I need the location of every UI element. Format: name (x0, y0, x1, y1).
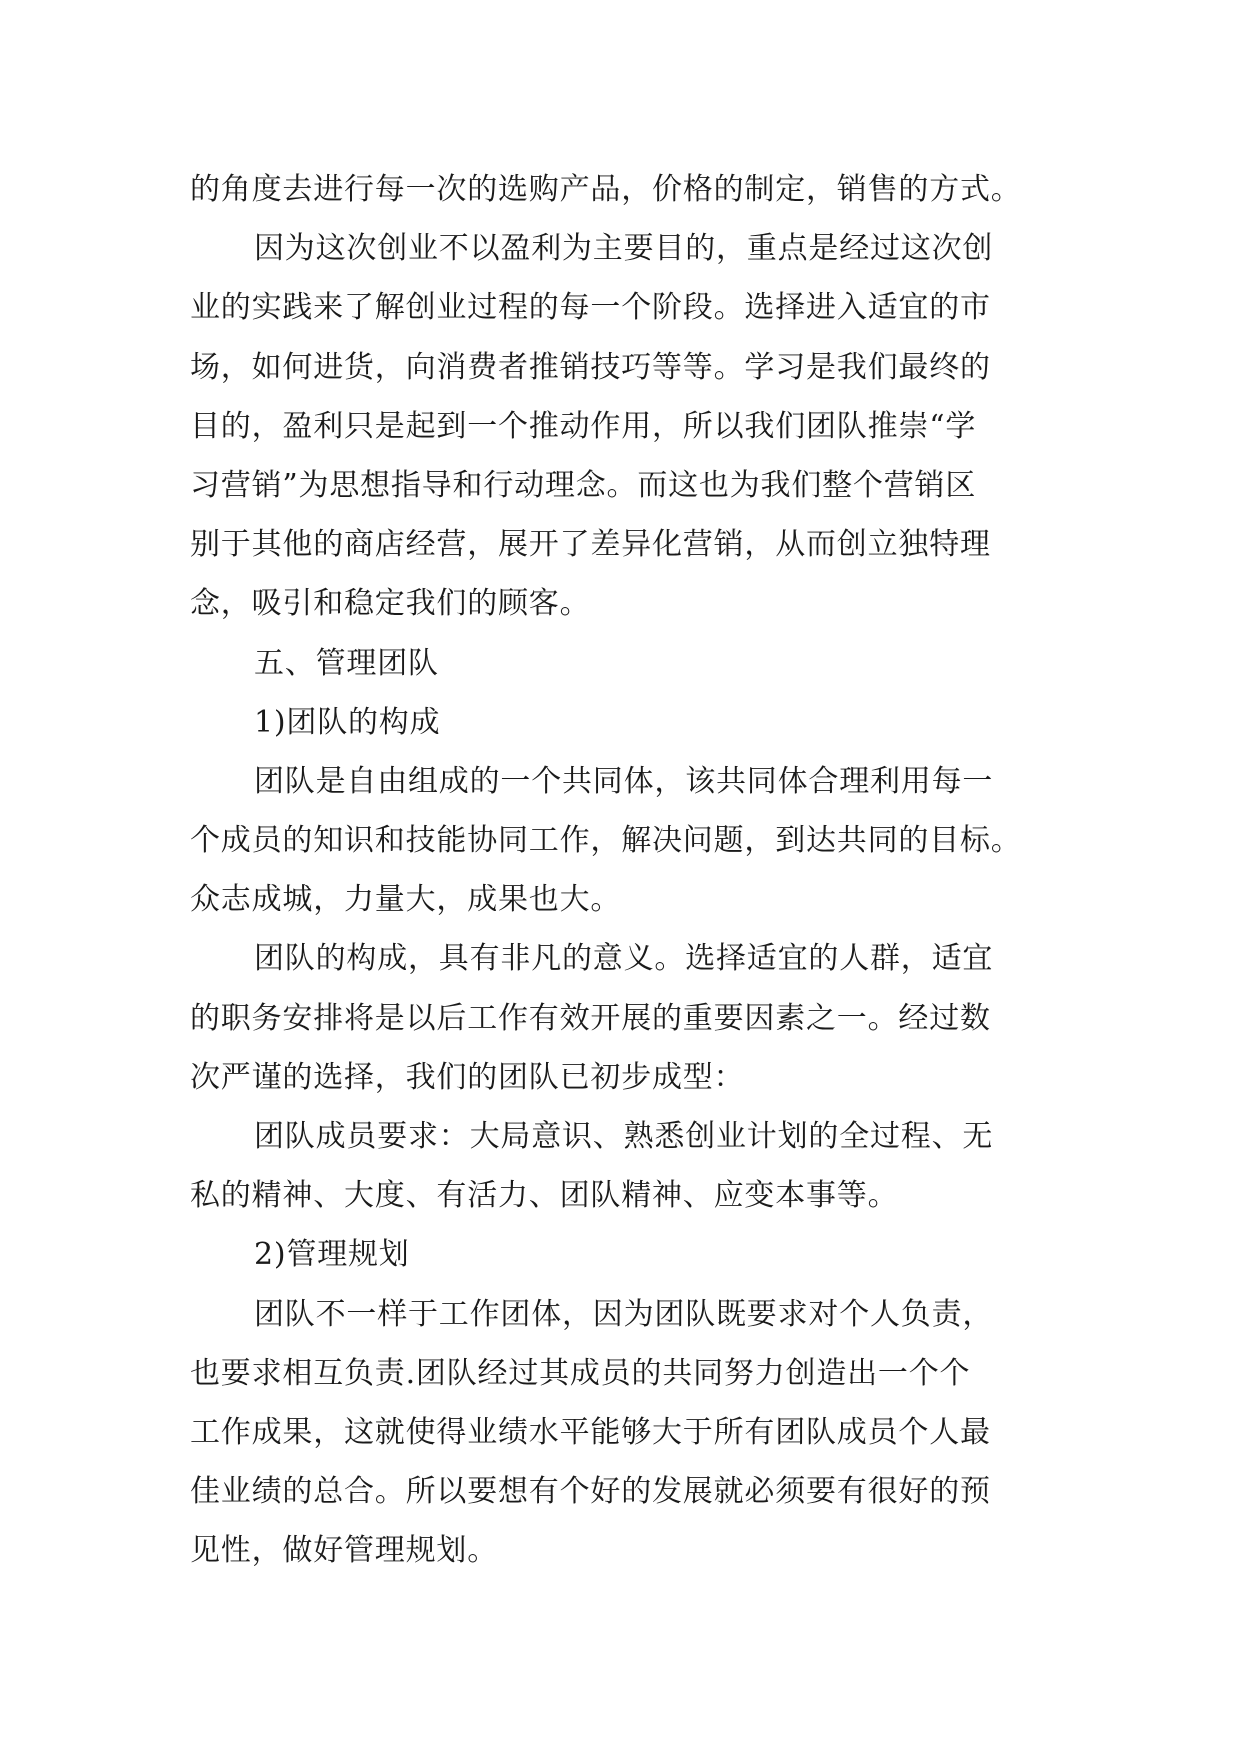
text-line: 别于其他的商店经营，展开了差异化营销，从而创立独特理 (190, 527, 991, 563)
text-line: 的职务安排将是以后工作有效开展的重要因素之一。经过数 (190, 1000, 991, 1036)
document-page (190, 160, 1052, 1581)
paragraph-start-line: 团队的构成，具有非凡的意义。选择适宜的人群，适宜 (254, 941, 994, 977)
subsection-heading: 2)管理规划 (254, 1237, 410, 1273)
paragraph-start-line: 团队是自由组成的一个共同体，该共同体合理利用每一 (254, 763, 994, 799)
paragraph-start-line: 因为这次创业不以盈利为主要目的，重点是经过这次创 (254, 231, 994, 267)
text-line: 佳业绩的总合。所以要想有个好的发展就必须要有很好的预 (190, 1474, 991, 1510)
text-line: 的角度去进行每一次的选购产品，价格的制定，销售的方式。 (190, 172, 1022, 207)
subsection-heading: 1)团队的构成 (254, 704, 441, 740)
text-line: 私的精神、大度、有活力、团队精神、应变本事等。 (190, 1178, 899, 1214)
text-line: 习营销”为思想指导和行动理念。而这也为我们整个营销区 (190, 467, 977, 503)
paragraph-start-line: 团队成员要求：大局意识、熟悉创业计划的全过程、无 (254, 1119, 994, 1154)
text-line: 念，吸引和稳定我们的顾客。 (190, 586, 591, 622)
text-line: 工作成果，这就使得业绩水平能够大于所有团队成员个人最 (190, 1414, 991, 1450)
section-heading: 五、管理团队 (254, 645, 439, 681)
text-line: 业的实践来了解创业过程的每一个阶段。选择进入适宜的市 (190, 290, 991, 326)
text-line: 次严谨的选择，我们的团队已初步成型： (190, 1059, 745, 1095)
text-line: 场，如何进货，向消费者推销技巧等等。学习是我们最终的 (190, 349, 991, 385)
text-line: 目的，盈利只是起到一个推动作用，所以我们团队推崇“学 (190, 408, 977, 444)
text-line: 见性，做好管理规划。 (190, 1533, 498, 1569)
paragraph-start-line: 团队不一样于工作团体，因为团队既要求对个人负责， (254, 1296, 994, 1332)
text-line: 也要求相互负责.团队经过其成员的共同努力创造出一个个 (190, 1355, 971, 1391)
text-line: 众志成城，力量大，成果也大。 (190, 882, 622, 918)
text-line: 个成员的知识和技能协同工作，解决问题，到达共同的目标。 (190, 823, 1022, 859)
